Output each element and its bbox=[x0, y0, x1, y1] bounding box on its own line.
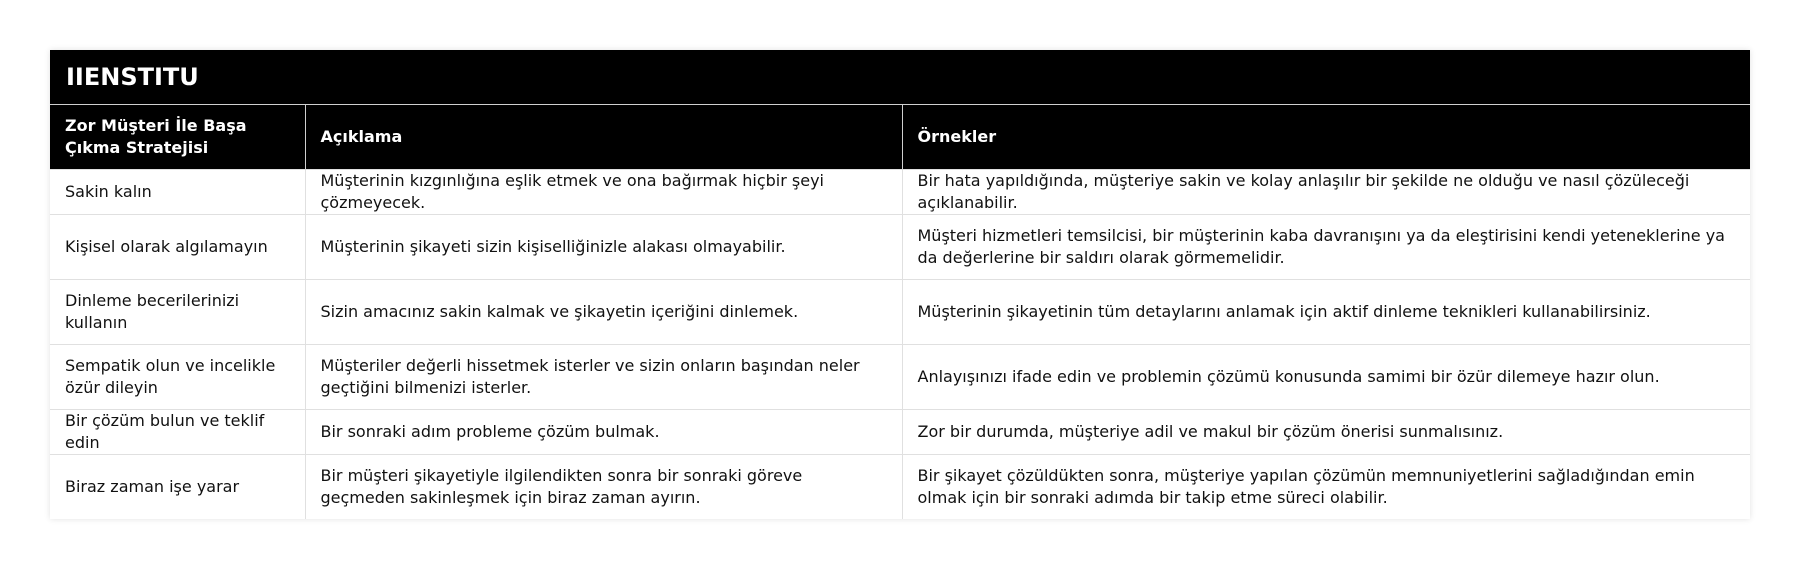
cell-example: Bir şikayet çözüldükten sonra, müşteriye yapılan çözümün memnuniyetlerini sağladığından emin olmak için bir sonraki adımda bir takip etme süreci olabilir. bbox=[902, 454, 1750, 519]
table-title: IIENSTITU bbox=[50, 50, 1750, 105]
header-strategy: Zor Müşteri İle Başa Çıkma Stratejisi bbox=[50, 105, 305, 169]
cell-strategy: Sakin kalın bbox=[50, 169, 305, 214]
strategy-table bbox=[50, 105, 1750, 519]
table-row bbox=[50, 409, 1750, 454]
table-row bbox=[50, 169, 1750, 214]
cell-strategy: Kişisel olarak algılamayın bbox=[50, 214, 305, 279]
cell-example: Zor bir durumda, müşteriye adil ve makul bir çözüm önerisi sunmalısınız. bbox=[902, 409, 1750, 454]
cell-strategy: Dinleme becerilerinizi kullanın bbox=[50, 279, 305, 344]
cell-example: Müşterinin şikayetinin tüm detaylarını anlamak için aktif dinleme teknikleri kullanabilirsiniz. bbox=[902, 279, 1750, 344]
header-description: Açıklama bbox=[305, 105, 902, 169]
table-row bbox=[50, 344, 1750, 409]
table-row bbox=[50, 279, 1750, 344]
cell-description: Müşterinin kızgınlığına eşlik etmek ve ona bağırmak hiçbir şeyi çözmeyecek. bbox=[305, 169, 902, 214]
cell-strategy: Biraz zaman işe yarar bbox=[50, 454, 305, 519]
cell-example: Bir hata yapıldığında, müşteriye sakin ve kolay anlaşılır bir şekilde ne olduğu ve nasıl çözüleceği açıklanabilir. bbox=[902, 169, 1750, 214]
cell-description: Sizin amacınız sakin kalmak ve şikayetin içeriğini dinlemek. bbox=[305, 279, 902, 344]
strategy-table-card bbox=[50, 50, 1750, 519]
cell-description: Bir müşteri şikayetiyle ilgilendikten sonra bir sonraki göreve geçmeden sakinleşmek için biraz zaman ayırın. bbox=[305, 454, 902, 519]
cell-strategy: Sempatik olun ve incelikle özür dileyin bbox=[50, 344, 305, 409]
cell-description: Bir sonraki adım probleme çözüm bulmak. bbox=[305, 409, 902, 454]
header-row bbox=[50, 105, 1750, 169]
cell-description: Müşterinin şikayeti sizin kişiselliğinizle alakası olmayabilir. bbox=[305, 214, 902, 279]
cell-example: Anlayışınızı ifade edin ve problemin çözümü konusunda samimi bir özür dilemeye hazır olun. bbox=[902, 344, 1750, 409]
cell-example: Müşteri hizmetleri temsilcisi, bir müşterinin kaba davranışını ya da eleştirisini kendi yeteneklerine ya da değerlerine bir saldırı olarak görmemelidir. bbox=[902, 214, 1750, 279]
table-row bbox=[50, 214, 1750, 279]
table-row bbox=[50, 454, 1750, 519]
cell-description: Müşteriler değerli hissetmek isterler ve sizin onların başından neler geçtiğini bilmenizi isterler. bbox=[305, 344, 902, 409]
cell-strategy: Bir çözüm bulun ve teklif edin bbox=[50, 409, 305, 454]
header-examples: Örnekler bbox=[902, 105, 1750, 169]
